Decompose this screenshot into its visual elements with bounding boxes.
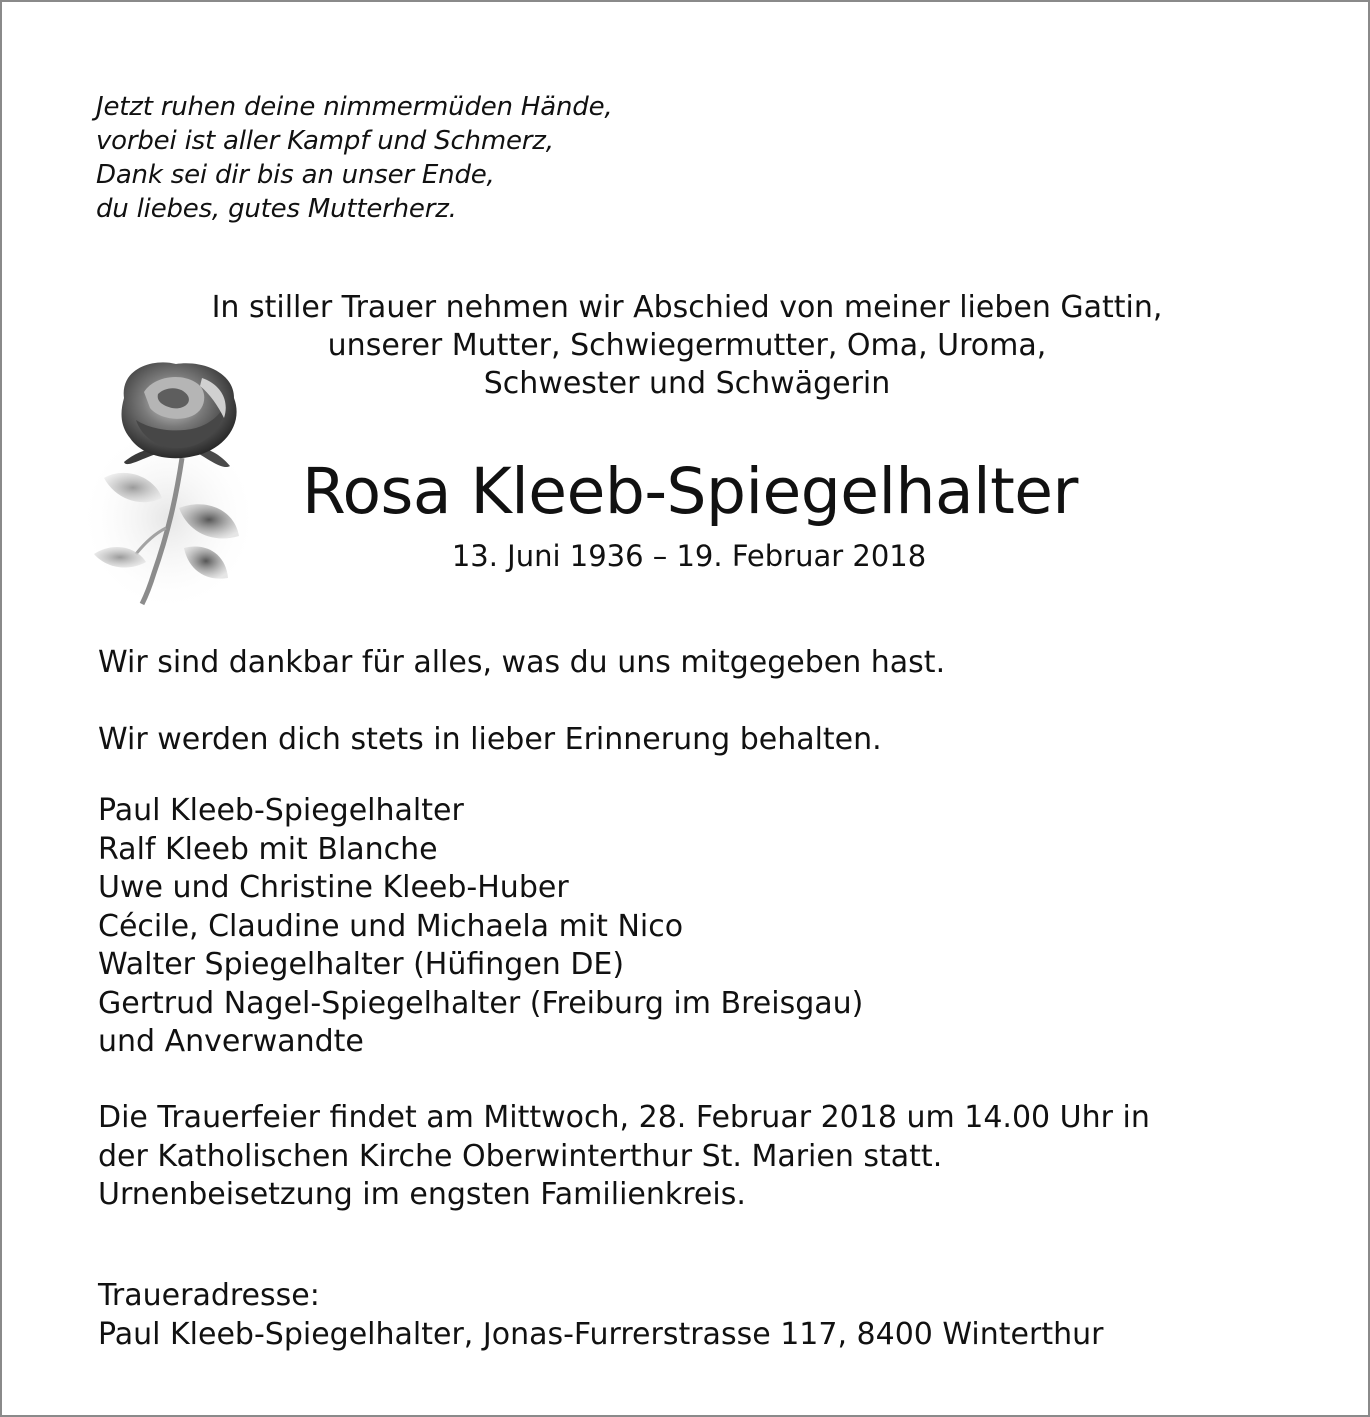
thanks-text: Wir sind dankbar für alles, was du uns mitgegeben hast. [98,645,946,680]
deceased-name: Rosa Kleeb-Spiegelhalter [302,455,1078,528]
memory-text: Wir werden dich stets in lieber Erinnerung behalten. [98,722,882,757]
family-member: Uwe und Christine Kleeb-Huber [98,870,569,905]
mourning-address [98,1277,1103,1354]
ceremony-line: der Katholischen Kirche Oberwinterthur St. Marien statt. [98,1138,943,1174]
family-list [98,792,863,1062]
memory-message [98,721,882,760]
poem-line: Dank sei dir bis an unser Ende, [96,160,495,190]
address-label: Traueradresse: [98,1278,320,1313]
poem-line: du liebes, gutes Mutterherz. [96,194,457,224]
address-text: Paul Kleeb-Spiegelhalter, Jonas-Furrerstrasse 117, 8400 Winterthur [98,1316,1104,1352]
poem-line: Jetzt ruhen deine nimmermüden Hände, [96,92,613,122]
family-member: Paul Kleeb-Spiegelhalter [98,793,464,828]
family-member: Ralf Kleeb mit Blanche [98,831,438,867]
family-member: und Anverwandte [98,1024,364,1059]
poem-line: vorbei ist aller Kampf und Schmerz, [96,126,554,156]
poem [96,90,612,226]
ceremony-line: Urnenbeisetzung im engsten Familienkreis. [98,1177,746,1212]
ceremony-info [98,1099,1150,1215]
ceremony-line: Die Trauerfeier findet am Mittwoch, 28. Februar 2018 um 14.00 Uhr in [98,1100,1150,1135]
life-dates: 13. Juni 1936 – 19. Februar 2018 [451,539,927,573]
family-member: Cécile, Claudine und Michaela mit Nico [98,908,684,944]
family-member: Gertrud Nagel-Spiegelhalter (Freiburg im Breisgau) [98,985,864,1021]
family-member: Walter Spiegelhalter (Hüfingen DE) [98,947,625,982]
intro-line: In stiller Trauer nehmen wir Abschied von meiner lieben Gattin, [211,290,1163,325]
intro-line: Schwester und Schwägerin [483,366,891,401]
thanks-message [98,644,945,683]
intro-line: unserer Mutter, Schwiegermutter, Oma, Uroma, [327,328,1047,363]
